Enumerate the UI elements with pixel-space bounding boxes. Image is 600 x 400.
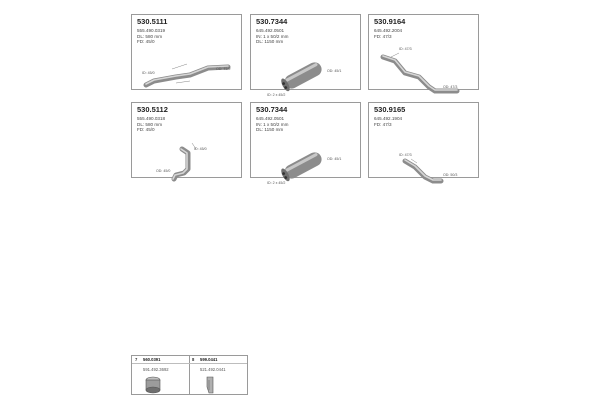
part-number: 530.7344 — [256, 105, 288, 114]
oe-reference: 645.492.2004 — [374, 28, 403, 33]
product-card-530-9164[interactable] — [368, 14, 479, 90]
silencer-label-outlet: OD: 45/1 — [327, 69, 342, 73]
part-number: 530.9165 — [374, 105, 406, 114]
product-card-530-5112[interactable] — [131, 102, 242, 178]
exhaust-pipe-illustration — [369, 15, 480, 91]
pipe-label-inlet: ID: 47/3 — [399, 153, 412, 157]
pipe-label-outlet: OD: 47/3 — [443, 85, 458, 89]
item-number: 7 — [135, 357, 138, 362]
header-divider — [132, 363, 247, 364]
diameter-spec: FD: 45/0 — [137, 39, 155, 44]
part-number: 530.5112 — [137, 105, 168, 114]
oe-reference: 555.490.0318 — [137, 116, 166, 121]
pipe-label-inlet: ID: 47/3 — [399, 47, 412, 51]
accessory-reference: 591.492.3692 — [143, 367, 169, 372]
silencer-illustration — [251, 15, 362, 91]
diameter-spec: FD: 47/3 — [374, 33, 392, 39]
pipe-label-top: ID: 45/0 — [194, 147, 207, 151]
part-number: 530.5111 — [137, 17, 168, 26]
product-card-530-9165[interactable] — [368, 102, 479, 178]
length-spec: DL: 1150 mm — [256, 39, 284, 44]
silencer-label-inlet: ID: 2 x 45/2 — [267, 93, 286, 97]
exhaust-pipe-illustration — [132, 103, 243, 179]
bracket-icon — [204, 375, 216, 395]
exhaust-pipe-illustration — [132, 15, 243, 91]
length-spec: DL: 580 mm — [137, 33, 163, 39]
oe-reference: 645.492.0501 — [256, 28, 285, 33]
pipe-label-bottom: OD: 45/0 — [156, 169, 171, 173]
oe-reference: 555.490.0319 — [137, 28, 166, 33]
accessory-code[interactable]: 560.0391 — [143, 357, 161, 362]
accessory-reference: 521.492.0441 — [200, 367, 226, 372]
exhaust-pipe-illustration — [369, 103, 480, 179]
pipe-label-outlet: OD: 45/0 — [216, 67, 231, 71]
product-card-530-7344[interactable] — [250, 102, 361, 185]
length-spec: DL: 1150 mm — [256, 127, 284, 132]
silencer-illustration — [251, 103, 362, 179]
pipe-label-outlet: OD: 50/3 — [443, 173, 458, 177]
oe-reference: 645.492.1904 — [374, 116, 403, 121]
clamp-icon — [143, 376, 163, 394]
diameter-spec: FD: 45/0 — [137, 127, 155, 132]
oe-reference: 645.492.0501 — [256, 116, 285, 121]
inlet-spec: IN: 1 x 50/2 mm — [256, 121, 289, 127]
silencer-label-inlet: ID: 2 x 45/2 — [267, 181, 286, 185]
silencer-label-outlet: OD: 45/1 — [327, 157, 342, 161]
pipe-label-inlet: ID: 45/0 — [142, 71, 155, 75]
diameter-spec: FD: 47/3 — [374, 121, 392, 127]
column-divider — [189, 356, 190, 394]
accessory-code[interactable]: 599.0441 — [200, 357, 218, 362]
length-spec: DL: 580 mm — [137, 121, 163, 127]
part-number: 530.7344 — [256, 17, 288, 26]
accessories-table — [131, 355, 248, 395]
product-card-530-7344[interactable] — [250, 14, 361, 97]
part-number: 530.9164 — [374, 17, 406, 26]
item-number: 8 — [192, 357, 195, 362]
product-card-530-5111[interactable] — [131, 14, 242, 90]
inlet-spec: IN: 1 x 50/2 mm — [256, 33, 289, 39]
